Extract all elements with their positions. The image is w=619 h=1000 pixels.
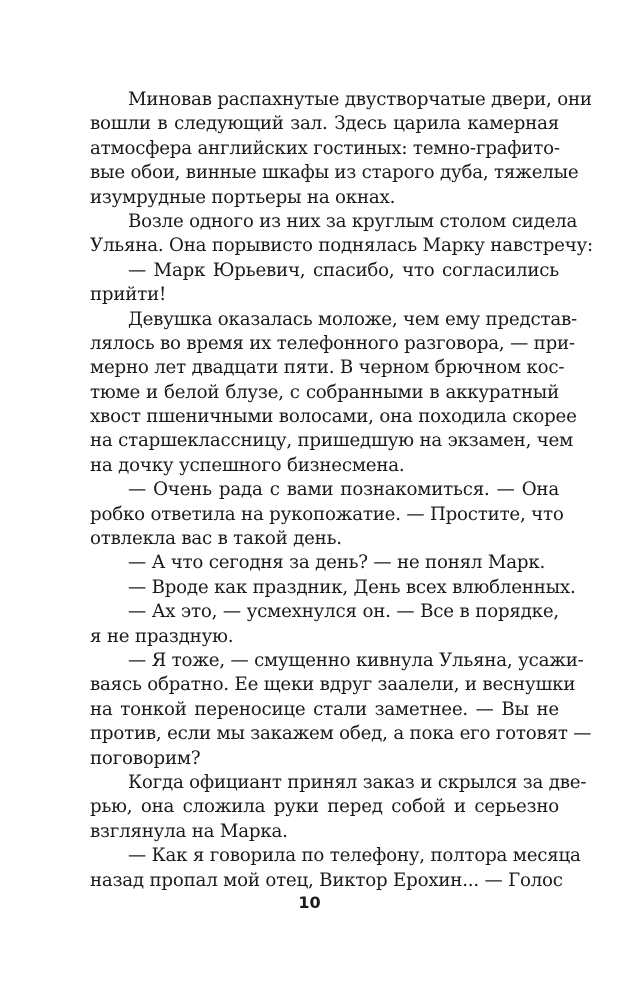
- text-line: вошли в следующий зал. Здесь царила камерная: [90, 113, 559, 135]
- text-line: вые обои, винные шкафы из старого дуба, тяжелые: [90, 162, 579, 184]
- text-line: на дочку успешного бизнесмена.: [90, 454, 405, 476]
- text-line: лялось во время их телефонного разговора, — при-: [90, 332, 575, 354]
- paragraph: [90, 600, 559, 649]
- paragraph: [90, 649, 592, 771]
- paragraph: [90, 551, 559, 575]
- text-line: хвост пшеничными волосами, она походила скорее: [90, 406, 577, 428]
- text-line: на тонкой переносице стали заметнее. — Вы не: [90, 698, 559, 720]
- text-line: — Я тоже, — смущенно кивнула Ульяна, усажи-: [128, 649, 584, 671]
- text-line: рью, она сложила руки перед собой и серьезно: [90, 796, 559, 818]
- text-line: мерно лет двадцати пяти. В черном брючном кос-: [90, 357, 565, 379]
- paragraph: [90, 88, 592, 210]
- text-line: тюме и белой блузе, с собранными в аккуратный: [90, 381, 559, 403]
- text-line: — Очень рада с вами познакомиться. — Она: [128, 479, 559, 501]
- text-line: атмосфера английских гостиных: темно-графито-: [90, 137, 560, 159]
- text-line: я не праздную.: [90, 625, 234, 647]
- text-line: взглянула на Марка.: [90, 820, 288, 842]
- text-line: ваясь обратно. Ее щеки вдруг заалели, и веснушки: [90, 674, 576, 696]
- text-line: поговорим?: [90, 747, 201, 769]
- text-line: — Марк Юрьевич, спасибо, что согласились: [128, 259, 559, 281]
- text-line: Миновав распахнутые двустворчатые двери, они: [128, 89, 592, 110]
- text-line: — А что сегодня за день? — не понял Марк.: [128, 552, 546, 574]
- book-page-text: [90, 88, 593, 893]
- text-line: на старшеклассницу, пришедшую на экзамен, чем: [90, 430, 574, 452]
- paragraph: [90, 478, 564, 551]
- text-line: Возле одного из них за круглым столом сидела: [128, 210, 578, 232]
- paragraph: [90, 576, 576, 600]
- text-line: отвлекла вас в такой день.: [90, 528, 342, 550]
- page-number: 10: [298, 893, 321, 912]
- text-line: Девушка оказалась моложе, чем ему представ-: [128, 308, 577, 330]
- text-line: Ульяна. Она порывисто поднялась Марку навстречу:: [90, 235, 593, 257]
- text-line: — Ах это, — усмехнулся он. — Все в порядке,: [128, 601, 559, 623]
- text-line: назад пропал мой отец, Виктор Ерохин... — Голос: [90, 869, 563, 891]
- text-line: против, если мы закажем обед, а пока его готовят —: [90, 723, 592, 745]
- text-line: — Вроде как праздник, День всех влюбленных.: [128, 576, 576, 598]
- text-line: робко ответила на рукопожатие. — Простите, что: [90, 503, 564, 525]
- paragraph: [90, 771, 587, 844]
- paragraph: [90, 210, 593, 259]
- paragraph: [90, 308, 577, 479]
- paragraph: [90, 259, 559, 308]
- paragraph: [90, 844, 581, 893]
- text-line: — Как я говорила по телефону, полтора месяца: [128, 845, 581, 867]
- text-line: прийти!: [90, 284, 167, 306]
- text-line: изумрудные портьеры на окнах.: [90, 186, 396, 208]
- text-line: Когда официант принял заказ и скрылся за две-: [128, 771, 587, 793]
